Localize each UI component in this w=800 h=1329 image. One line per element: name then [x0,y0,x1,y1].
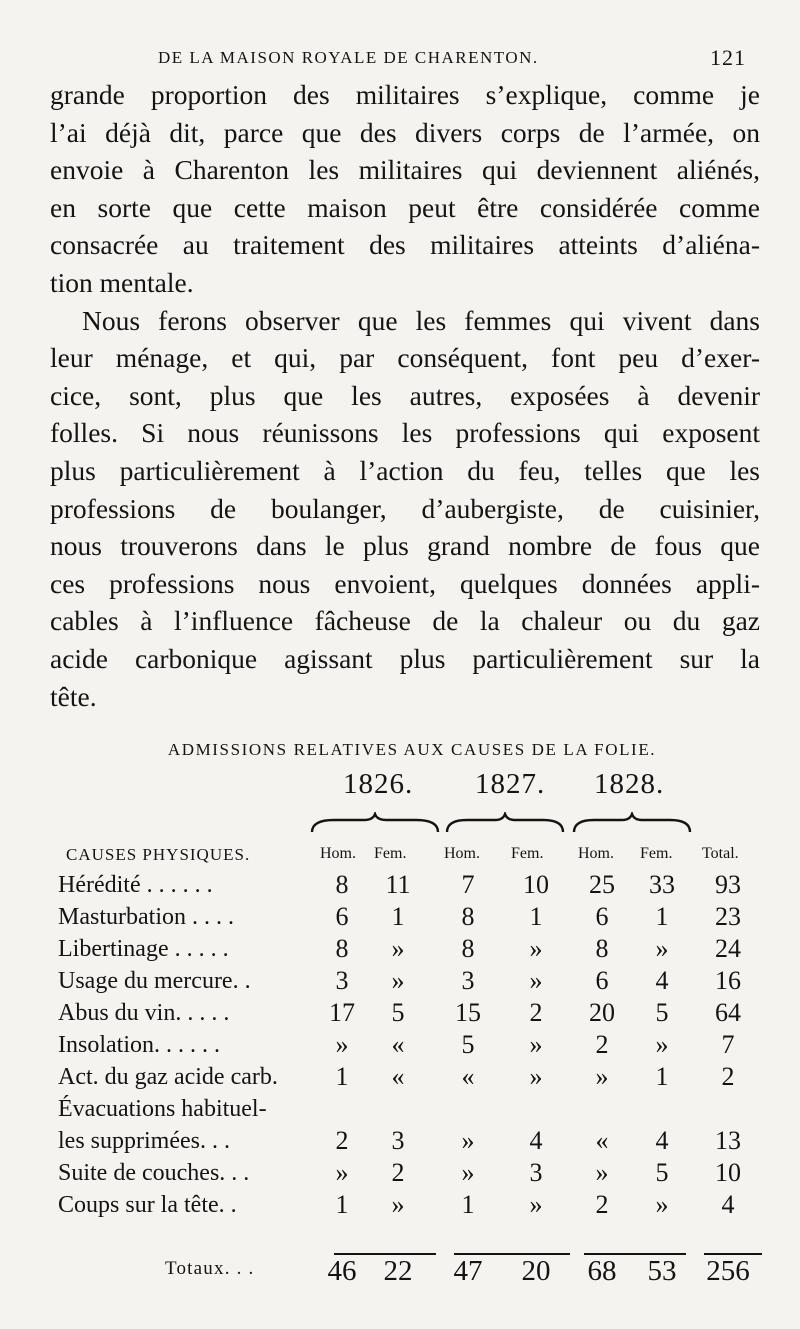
row-label: Évacuations habituel- [58,1096,267,1122]
year-heading: 1826. [343,768,414,800]
table-cell: 20 [589,998,615,1027]
table-cell: 3 [335,966,349,995]
table-cell: 2 [595,1030,609,1059]
table-cell: 5 [391,998,405,1027]
text-line: cice, sont, plus que les autres, exposées à devenir [50,379,760,411]
row-label: Act. du gaz acide carb. [58,1064,278,1090]
table-cell: » [391,966,405,995]
row-label: Masturbation . . . . [58,904,234,930]
text-line: professions de boulanger, d’aubergiste, de cuisinier, [50,492,760,524]
table-cell: 11 [385,870,411,899]
table-cell: 1 [529,902,543,931]
total-cell: 53 [647,1255,677,1287]
text-line: nous trouverons dans le plus grand nombre de fous que [50,530,760,562]
table-cell: 8 [335,934,349,963]
table-cell: » [335,1030,349,1059]
table-cell: 3 [529,1158,543,1187]
text-line: grande proportion des militaires s’explique, comme je [50,79,760,110]
column-header: Total. [702,845,739,862]
table-cell: 13 [715,1126,741,1155]
text-line: cables à l’influence fâcheuse de la chaleur ou du gaz [50,605,760,637]
section-label: CAUSES PHYSIQUES. [66,845,251,864]
table-cell: 7 [721,1030,735,1059]
table-cell: 4 [655,1126,669,1155]
table-cell: » [595,1062,609,1091]
table-cell: 3 [391,1126,405,1155]
table-cell: 1 [655,902,669,931]
text-line: ces professions nous envoient, quelques données appli- [50,567,760,599]
text-line: consacrée au traitement des militaires atteints d’aliéna- [50,229,760,261]
total-cell: 46 [327,1255,357,1287]
table-cell: 8 [461,934,475,963]
table-cell: » [391,1190,405,1219]
table-cell: » [391,934,405,963]
table-cell: 10 [523,870,549,899]
table-title: ADMISSIONS RELATIVES AUX CAUSES DE LA FOLIE. [167,740,657,759]
row-label: Usage du mercure. . [58,968,251,994]
total-cell: 256 [706,1255,750,1287]
year-brace [310,812,440,838]
row-label: Abus du vin. . . . . [58,1000,230,1026]
column-header: Fem. [374,845,407,862]
text-line: leur ménage, et qui, par conséquent, font peu d’exer- [50,342,760,374]
total-cell: 47 [453,1255,483,1287]
table-cell: » [655,1190,669,1219]
table-cell: 7 [461,870,475,899]
table-cell: » [529,1030,543,1059]
table-cell: » [529,1190,543,1219]
row-label: Coups sur la tête. . [58,1192,237,1218]
table-cell: 15 [455,998,481,1027]
text-line: plus particulièrement à l’action du feu, telles que les [50,454,760,486]
table-cell: 1 [335,1190,349,1219]
table-cell: « [595,1126,609,1155]
table-cell: 5 [461,1030,475,1059]
text-line: l’ai déjà dit, parce que des divers corps de l’armée, on [50,116,760,148]
table-cell: 2 [595,1190,609,1219]
table-cell: 33 [649,870,675,899]
year-heading: 1827. [475,768,546,800]
text-line: tion mentale. [50,266,194,298]
table-cell: 10 [715,1158,741,1187]
year-brace [572,812,692,838]
table-cell: 2 [391,1158,405,1187]
table-cell: » [529,1062,543,1091]
row-label: Insolation. . . . . . [58,1032,220,1058]
total-cell: 20 [521,1255,551,1287]
table-cell: 1 [335,1062,349,1091]
table-cell: 64 [715,998,741,1027]
text-line: folles. Si nous réunissons les professions qui exposent [50,417,760,449]
column-header: Hom. [320,845,356,862]
text-line: Nous ferons observer que les femmes qui vivent dans [82,304,760,336]
table-cell: 6 [595,966,609,995]
table-cell: » [655,1030,669,1059]
table-cell: 6 [595,902,609,931]
table-cell: 1 [391,902,405,931]
table-cell: 25 [589,870,615,899]
table-cell: 4 [655,966,669,995]
body-text [50,76,760,715]
table-cell: » [529,934,543,963]
column-header: Hom. [444,845,480,862]
running-title: DE LA MAISON ROYALE DE CHARENTON. [158,48,539,67]
table-cell: 5 [655,998,669,1027]
table-cell: 4 [529,1126,543,1155]
total-cell: 68 [587,1255,617,1287]
text-line: tête. [50,680,97,712]
table-cell: 4 [721,1190,735,1219]
table-cell: 23 [715,902,741,931]
text-line: acide carbonique agissant plus particulièrement sur la [50,642,760,674]
table-cell: 93 [715,870,741,899]
table-cell: » [461,1126,475,1155]
paragraph [50,76,760,302]
table-cell: « [461,1062,475,1091]
table-cell: » [529,966,543,995]
table-cell: 2 [529,998,543,1027]
table-cell: 1 [655,1062,669,1091]
table-cell: « [391,1062,405,1091]
table-cell: 24 [715,934,741,963]
table-cell: 2 [335,1126,349,1155]
totals-label: Totaux. . . [165,1258,255,1279]
column-header: Fem. [640,845,673,862]
page-number: 121 [710,45,746,70]
table-cell: » [461,1158,475,1187]
row-label: Suite de couches. . . [58,1160,250,1186]
table-cell: 8 [461,902,475,931]
table-cell: 8 [595,934,609,963]
table-cell: 17 [329,998,355,1027]
row-label: Hérédité . . . . . . [58,872,213,898]
row-label: les supprimées. . . [58,1128,230,1154]
paragraph [50,302,760,716]
text-line: en sorte que cette maison peut être considérée comme [50,191,760,223]
table-cell: « [391,1030,405,1059]
table-cell: » [595,1158,609,1187]
table-cell: 5 [655,1158,669,1187]
table-cell: » [655,934,669,963]
table-cell: 3 [461,966,475,995]
column-header: Fem. [511,845,544,862]
table-cell: 1 [461,1190,475,1219]
column-header: Hom. [578,845,614,862]
table-cell: 16 [715,966,741,995]
table-cell: 8 [335,870,349,899]
table-cell: 2 [721,1062,735,1091]
running-head [130,45,770,74]
row-label: Libertinage . . . . . [58,936,229,962]
text-line: envoie à Charenton les militaires qui deviennent aliénés, [50,154,760,186]
year-brace [445,812,565,838]
total-cell: 22 [383,1255,413,1287]
year-heading: 1828. [594,768,665,800]
table-cell: 6 [335,902,349,931]
table-cell: » [335,1158,349,1187]
